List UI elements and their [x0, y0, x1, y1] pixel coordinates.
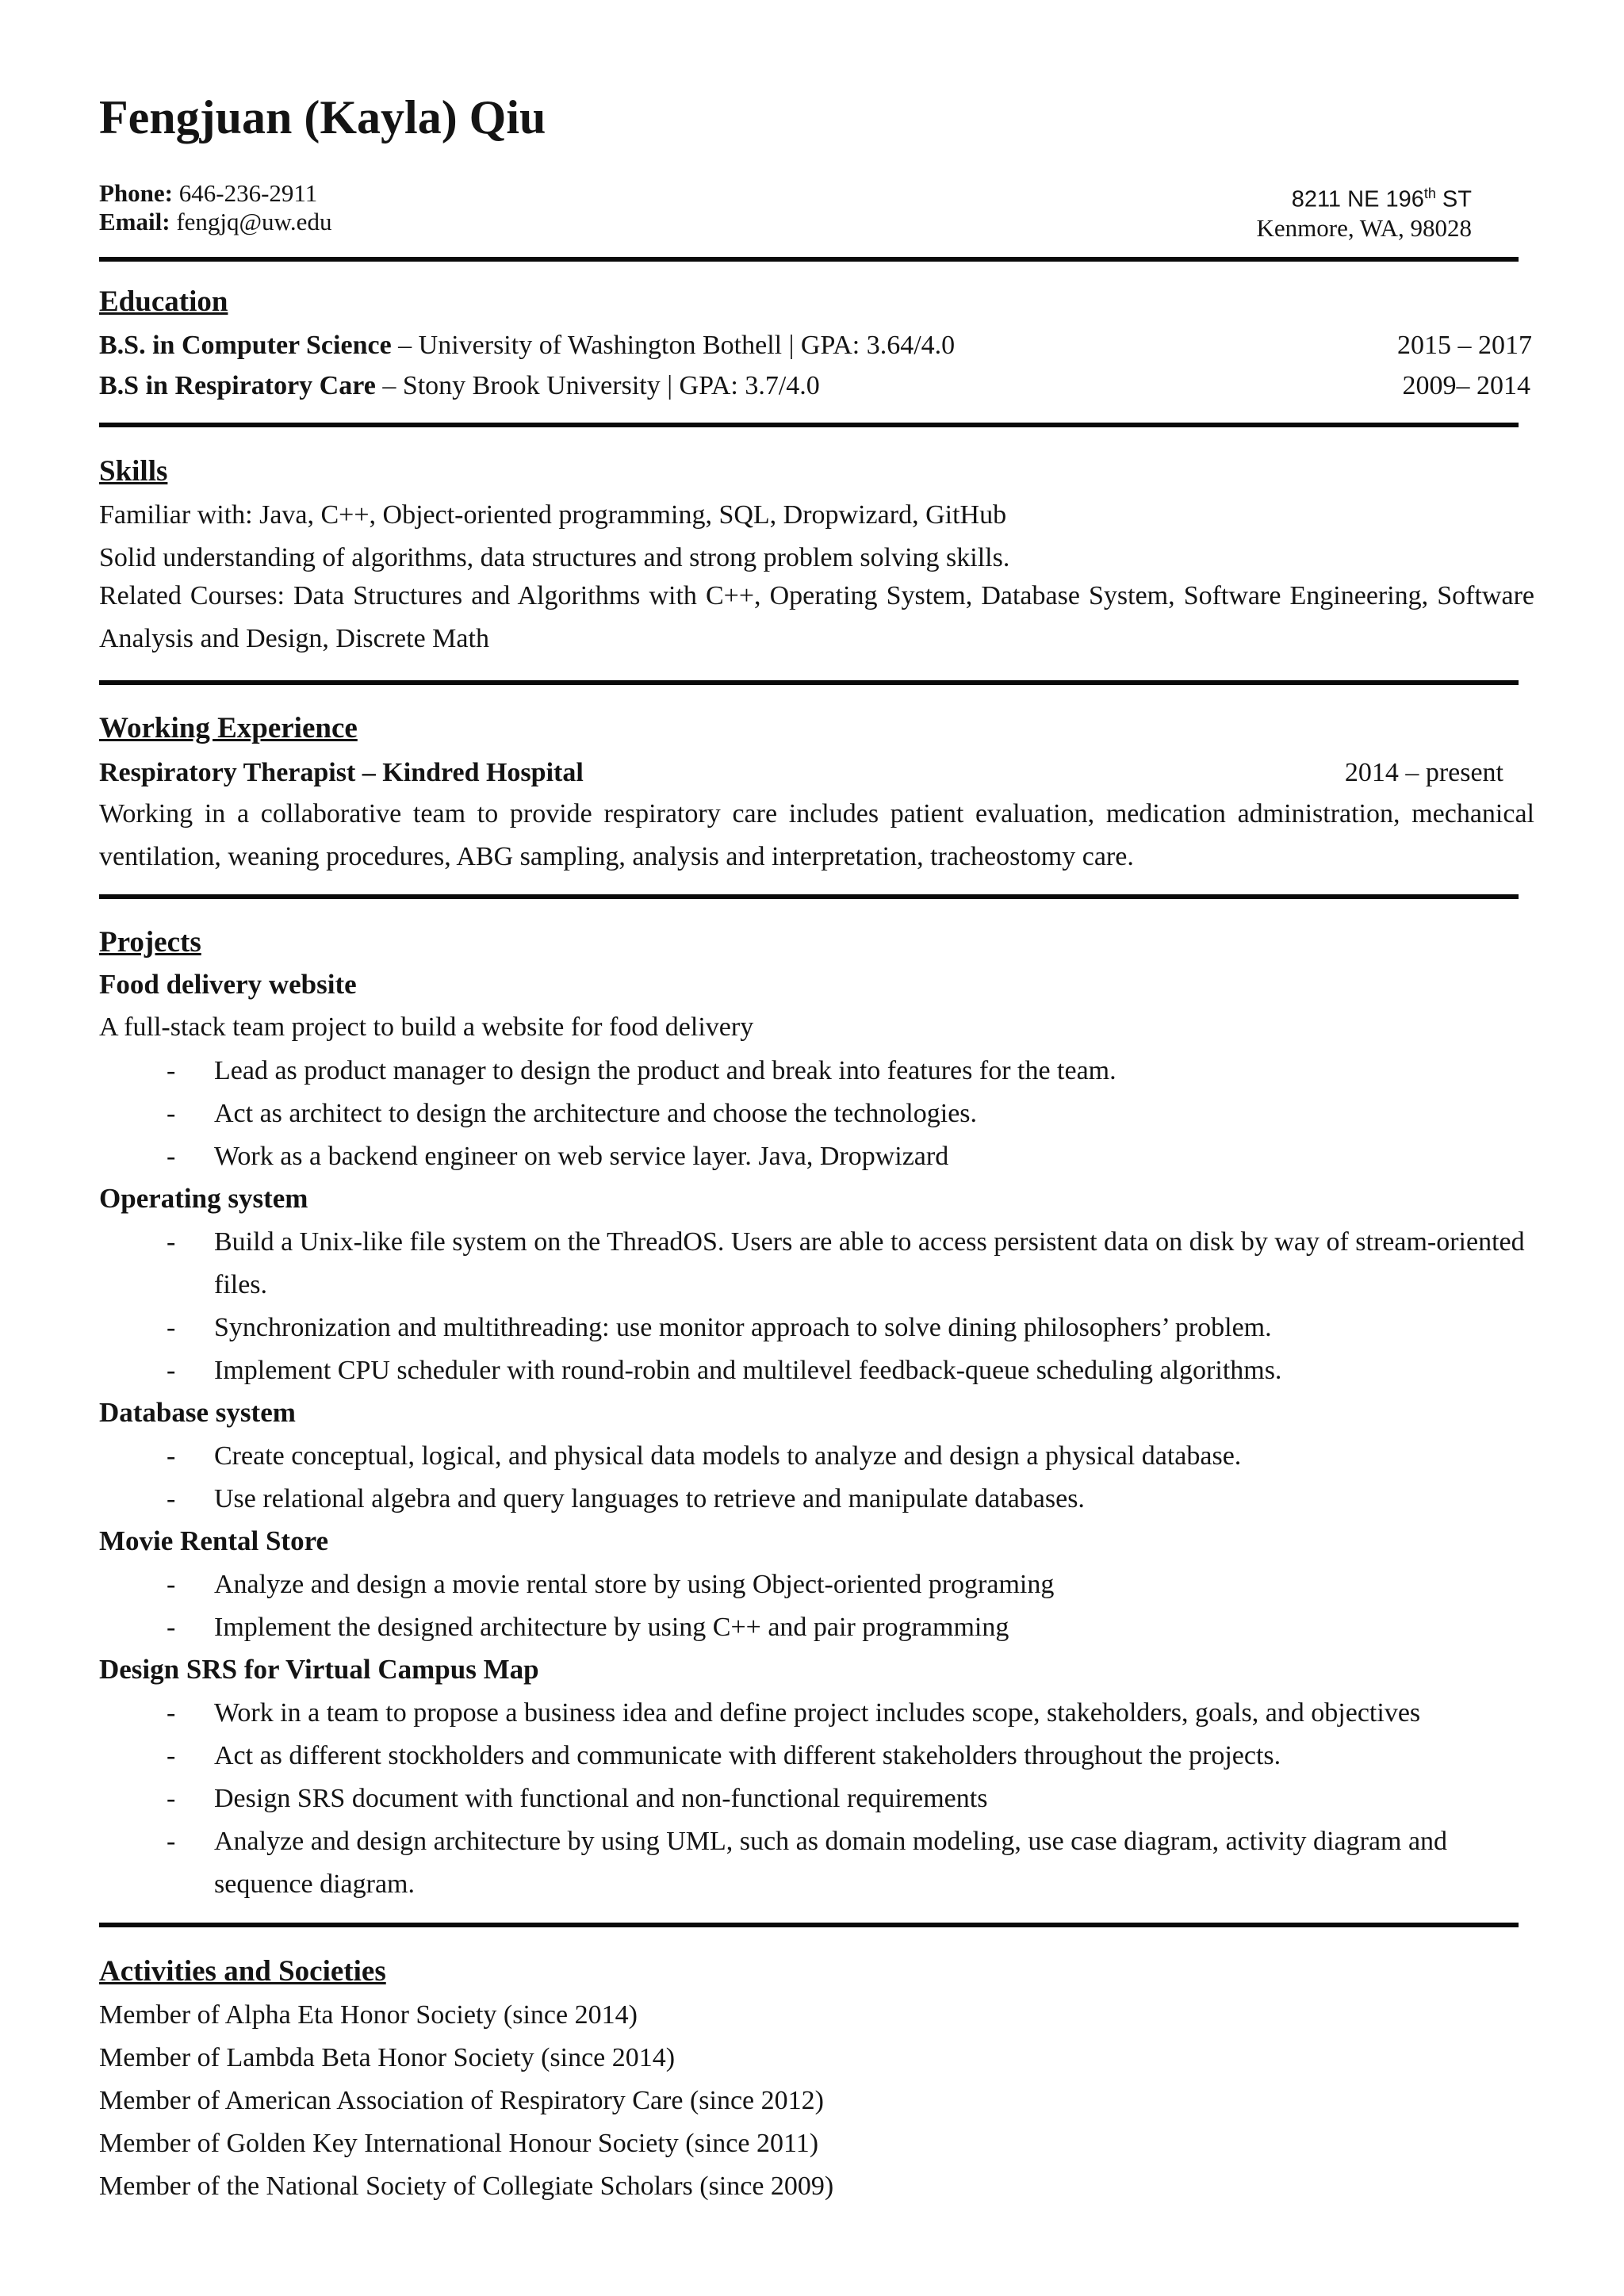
bullet-dash: - — [167, 1056, 176, 1085]
school: – Stony Brook University | GPA: 3.7/4.0 — [375, 371, 820, 400]
skills-line: Familiar with: Java, C++, Object-oriented programming, SQL, Dropwizard, GitHub — [99, 500, 1007, 530]
skills-courses: Related Courses: Data Structures and Algorithms with C++, Operating System, Database System, Software Engineering, Software Analysis and Design, Discrete Math — [99, 581, 1534, 653]
experience-title: Working Experience — [99, 712, 358, 744]
section-divider — [99, 894, 1519, 899]
street-suffix: ST — [1435, 186, 1472, 212]
bullet-text: Design SRS document with functional and non-functional requirements — [214, 1784, 988, 1813]
street-number: 8211 NE 196 — [1291, 186, 1424, 212]
bullet-text: Lead as product manager to design the product and break into features for the team. — [214, 1056, 1116, 1085]
school: – University of Washington Bothell | GPA: 3.64/4.0 — [391, 331, 956, 360]
bullet-text: Act as different stockholders and communicate with different stakeholders throughout the projects. — [214, 1741, 1281, 1770]
project-title: Food delivery website — [99, 969, 357, 1000]
project-summary: A full-stack team project to build a website for food delivery — [99, 1012, 754, 1042]
candidate-name: Fengjuan (Kayla) Qiu — [99, 91, 546, 144]
phone-label: Phone: — [99, 179, 173, 207]
education-entry — [99, 370, 820, 401]
education-entry — [99, 330, 955, 361]
experience-role: Respiratory Therapist – Kindred Hospital — [99, 758, 584, 787]
experience-years: 2014 – present — [1344, 758, 1503, 787]
education-years: 2009– 2014 — [1402, 371, 1530, 400]
bullet-dash: - — [167, 1142, 176, 1171]
skills-line: Solid understanding of algorithms, data structures and strong problem solving skills. — [99, 543, 1010, 572]
bullet-text: Act as architect to design the architecture and choose the technologies. — [214, 1099, 978, 1128]
bullet-dash: - — [167, 1313, 176, 1342]
bullet-text: Analyze and design a movie rental store by using Object-oriented programing — [214, 1570, 1055, 1599]
activity-item: Member of American Association of Respiratory Care (since 2012) — [99, 2086, 824, 2115]
bullet-dash: - — [167, 1441, 176, 1471]
bullet-text: Implement the designed architecture by using C++ and pair programming — [214, 1613, 1009, 1642]
street-address — [1257, 179, 1473, 214]
phone-number: 646-236-2911 — [178, 179, 318, 207]
degree: B.S in Respiratory Care — [99, 371, 376, 400]
bullet-dash: - — [167, 1827, 176, 1856]
bullet-text: Work as a backend engineer on web service layer. Java, Dropwizard — [214, 1142, 949, 1171]
activity-item: Member of the National Society of Collegiate Scholars (since 2009) — [99, 2172, 834, 2201]
bullet-text: Build a Unix-like file system on the ThreadOS. Users are able to access persistent data on disk by way of stream-oriented files. — [214, 1227, 1525, 1299]
experience-description: Working in a collaborative team to provide respiratory care includes patient evaluation, medication administration, mechanical ventilation, weaning procedures, ABG sampling, analysis and interpretation, tracheostomy care. — [99, 799, 1534, 871]
bullet-dash: - — [167, 1741, 176, 1770]
bullet-text: Work in a team to propose a business idea and define project includes scope, stakeholders, goals, and objectives — [214, 1698, 1421, 1728]
activity-item: Member of Alpha Eta Honor Society (since 2014) — [99, 2000, 638, 2030]
section-divider — [99, 1923, 1519, 1927]
section-divider — [99, 423, 1519, 427]
phone-line — [99, 179, 331, 208]
bullet-dash: - — [167, 1784, 176, 1813]
section-divider — [99, 680, 1519, 685]
bullet-dash: - — [167, 1570, 176, 1599]
project-title: Movie Rental Store — [99, 1525, 329, 1556]
bullet-text: Analyze and design architecture by using UML, such as domain modeling, use case diagram, activity diagram and sequence diagram. — [214, 1827, 1448, 1899]
bullet-dash: - — [167, 1227, 176, 1257]
street-ordinal: th — [1423, 186, 1436, 201]
contact-left — [99, 179, 331, 236]
city-line: Kenmore, WA, 98028 — [1256, 213, 1472, 242]
email-label: Email: — [99, 208, 170, 235]
bullet-text: Implement CPU scheduler with round-robin and multilevel feedback-queue scheduling algorithms. — [214, 1356, 1282, 1385]
bullet-text: Use relational algebra and query languages to retrieve and manipulate databases. — [214, 1484, 1085, 1513]
project-title: Design SRS for Virtual Campus Map — [99, 1654, 539, 1685]
project-title: Operating system — [99, 1183, 308, 1214]
email-address: fengjq@uw.edu — [176, 208, 332, 235]
projects-title: Projects — [99, 926, 201, 959]
skills-title: Skills — [99, 455, 168, 488]
project-title: Database system — [99, 1397, 296, 1428]
bullet-dash: - — [167, 1099, 176, 1128]
activity-item: Member of Golden Key International Honour Society (since 2011) — [99, 2129, 819, 2158]
bullet-text: Synchronization and multithreading: use monitor approach to solve dining philosophers’ problem. — [214, 1313, 1272, 1342]
bullet-dash: - — [167, 1613, 176, 1642]
section-divider — [99, 257, 1519, 262]
degree: B.S. in Computer Science — [99, 331, 392, 360]
bullet-text: Create conceptual, logical, and physical data models to analyze and design a physical database. — [214, 1441, 1242, 1471]
bullet-dash: - — [167, 1698, 176, 1728]
activity-item: Member of Lambda Beta Honor Society (since 2014) — [99, 2043, 676, 2072]
education-years: 2015 – 2017 — [1397, 331, 1532, 360]
bullet-dash: - — [167, 1484, 176, 1513]
bullet-dash: - — [167, 1356, 176, 1385]
education-title: Education — [99, 285, 228, 318]
activities-title: Activities and Societies — [99, 1955, 386, 1988]
contact-right — [1257, 179, 1473, 243]
email-line — [99, 208, 331, 236]
